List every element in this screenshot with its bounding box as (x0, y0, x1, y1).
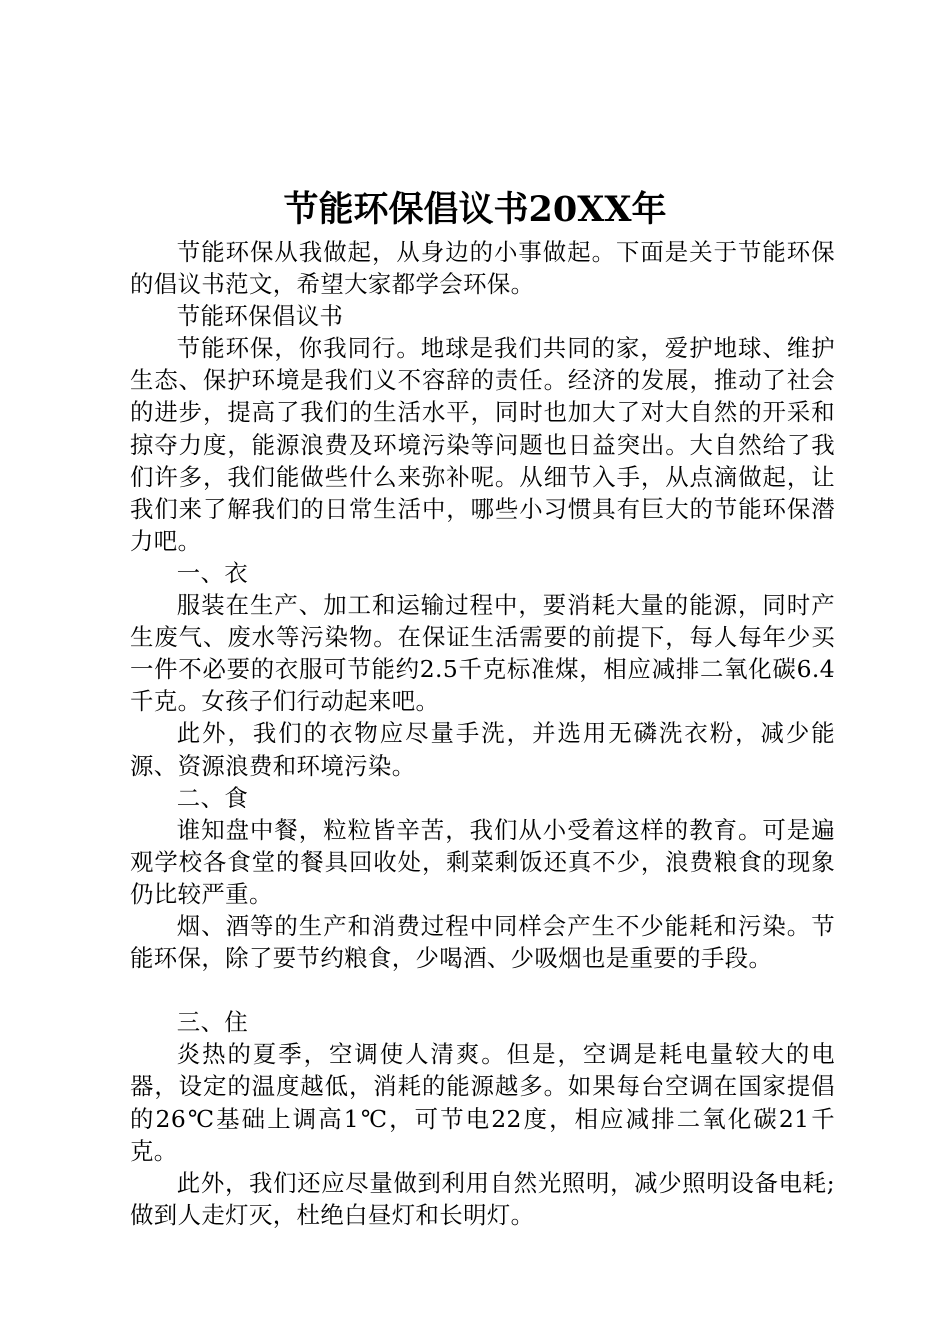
food-paragraph-1: 谁知盘中餐，粒粒皆辛苦，我们从小受着这样的教育。可是遍观学校各食堂的餐具回收处，剩菜剩饭还真不少，浪费粮食的现象仍比较严重。 (130, 815, 835, 908)
clothing-paragraph-2: 此外，我们的衣物应尽量手洗，并选用无磷洗衣粉，减少能源、资源浪费和环境污染。 (130, 719, 835, 780)
document-title: 节能环保倡议书20XX年 (283, 189, 667, 230)
blank-line (130, 974, 835, 1006)
clothing-paragraph-1: 服装在生产、加工和运输过程中，要消耗大量的能源，同时产生废气、废水等污染物。在保证生活需要的前提下，每人每年少买一件不必要的衣服可节能约2.5千克标准煤，相应减排二氧化碳6.4千克。女孩子们行动起来吧。 (130, 591, 835, 716)
intro-paragraph: 节能环保从我做起，从身边的小事做起。下面是关于节能环保的倡议书范文，希望大家都学会环保。 (130, 238, 835, 299)
section-heading-food: 二、食 (176, 783, 249, 812)
subtitle-heading: 节能环保倡议书 (176, 302, 344, 331)
opening-paragraph: 节能环保，你我同行。地球是我们共同的家，爱护地球、维护生态、保护环境是我们义不容辞的责任。经济的发展，推动了社会的进步，提高了我们的生活水平，同时也加大了对大自然的开采和掠夺力度，能源浪费及环境污染等问题也日益突出。大自然给了我们许多，我们能做些什么来弥补呢。从细节入手，从点滴做起，让我们来了解我们的日常生活中，哪些小习惯具有巨大的节能环保潜力吧。 (130, 334, 835, 555)
housing-paragraph-1: 炎热的夏季，空调使人清爽。但是，空调是耗电量较大的电器，设定的温度越低，消耗的能源越多。如果每台空调在国家提倡的26℃基础上调高1℃，可节电22度，相应减排二氧化碳21千克。 (130, 1040, 835, 1165)
food-paragraph-2: 烟、酒等的生产和消费过程中同样会产生不少能耗和污染。节能环保，除了要节约粮食，少喝酒、少吸烟也是重要的手段。 (130, 911, 835, 973)
section-heading-housing: 三、住 (176, 1008, 249, 1037)
housing-paragraph-2: 此外，我们还应尽量做到利用自然光照明，减少照明设备电耗;做到人走灯灭，杜绝白昼灯和长明灯。 (130, 1168, 835, 1229)
document-body (130, 236, 835, 1231)
section-heading-clothing: 一、衣 (176, 558, 249, 587)
